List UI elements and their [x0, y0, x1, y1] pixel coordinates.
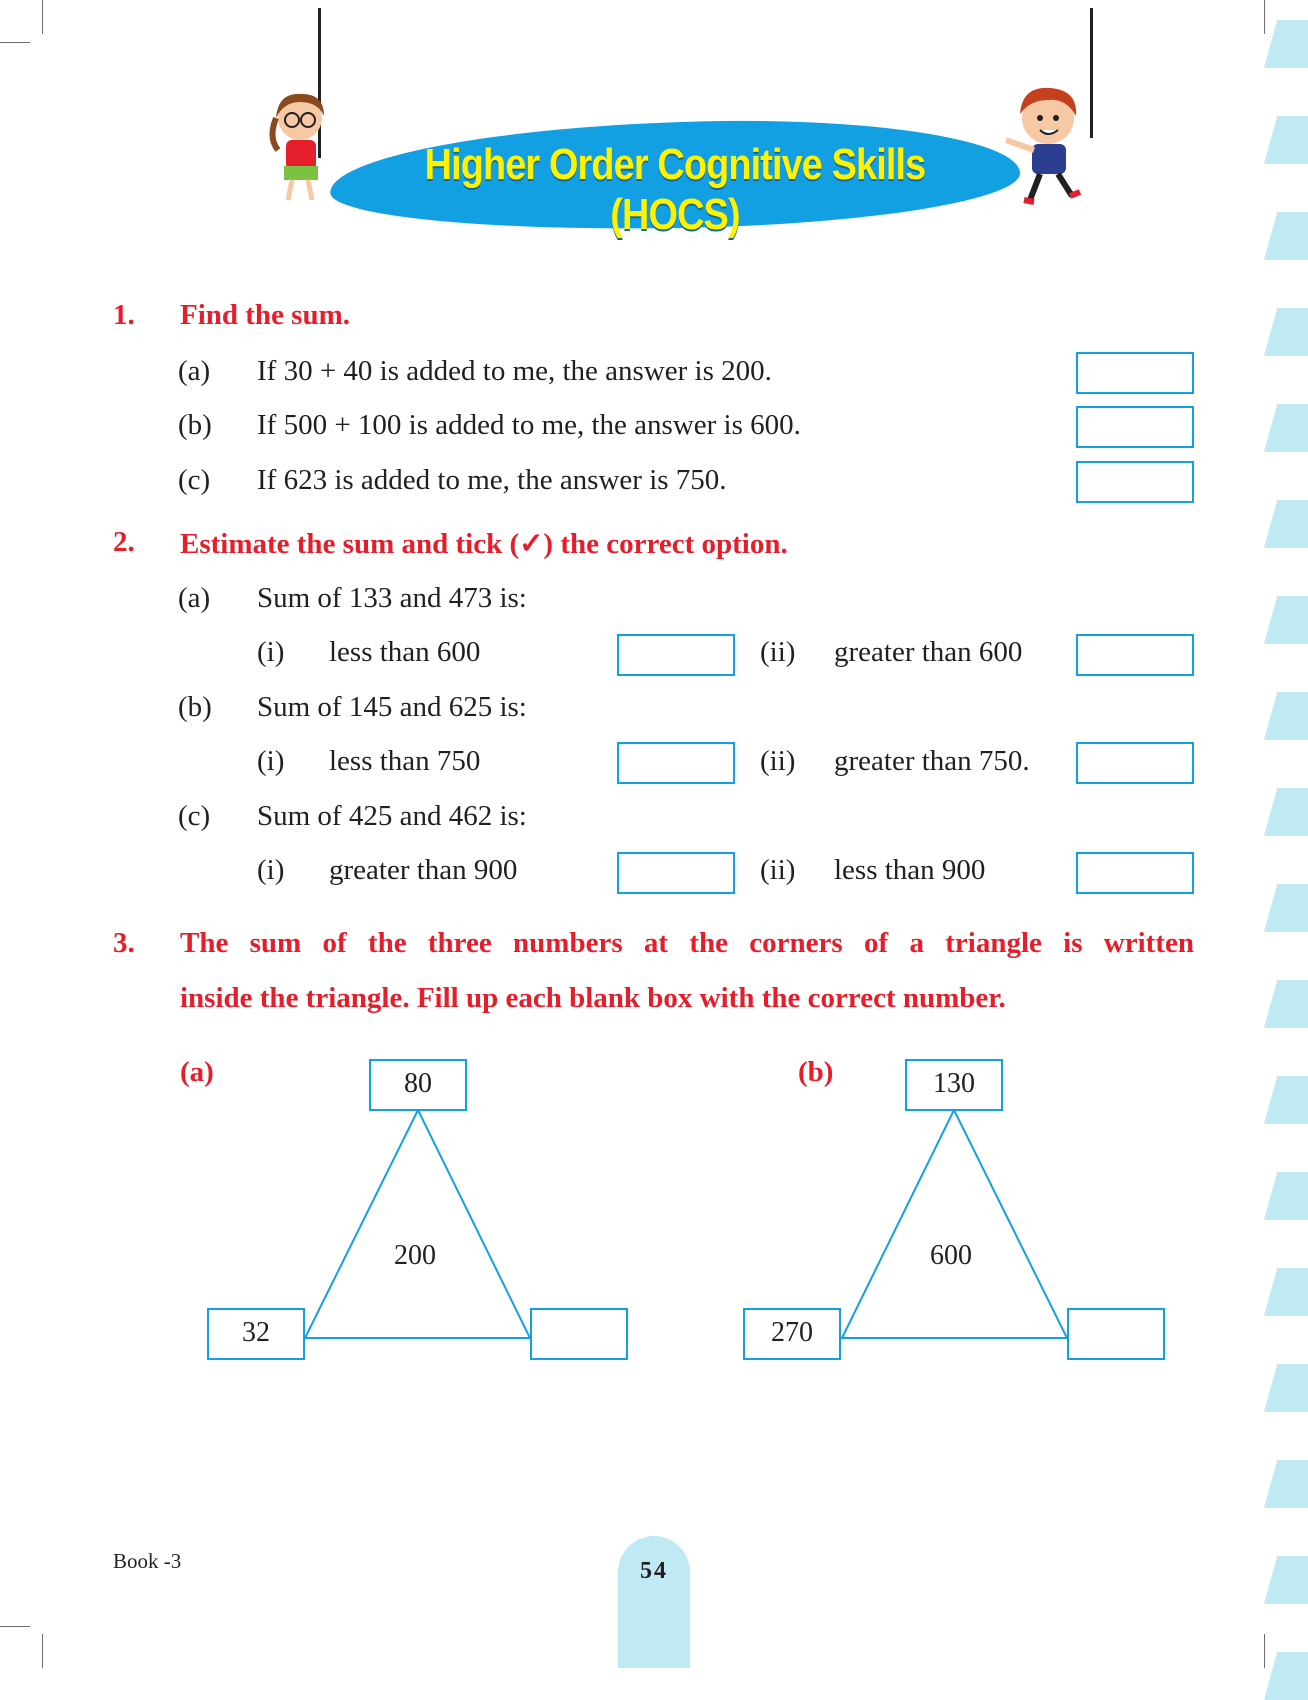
decorative-stripe — [1264, 1460, 1308, 1508]
page-number-tab — [618, 1536, 690, 1668]
crop-mark — [42, 0, 43, 34]
decorative-stripe — [1264, 596, 1308, 644]
decorative-stripe — [1264, 1556, 1308, 1604]
crop-mark — [42, 1634, 43, 1668]
q2-b-option-ii-text: greater than 750. — [834, 745, 1030, 777]
triangle-a-left-box: 32 — [207, 1308, 305, 1360]
crop-mark — [0, 42, 30, 43]
q2-part-a-text: Sum of 133 and 473 is: — [257, 582, 527, 614]
q2-a-option-i-tick-box[interactable] — [617, 634, 735, 676]
decorative-stripe — [1264, 1652, 1308, 1700]
q1-part-b-label: (b) — [178, 409, 212, 441]
decorative-stripe — [1264, 884, 1308, 932]
boy-eye-left — [1037, 115, 1043, 121]
q2-part-a-label: (a) — [178, 582, 211, 614]
q2-c-option-ii-tick-box[interactable] — [1076, 852, 1194, 894]
boy-legs — [1030, 174, 1072, 200]
q2-c-option-ii-label: (ii) — [760, 854, 796, 886]
q2-b-option-ii-tick-box[interactable] — [1076, 742, 1194, 784]
q2-b-option-i-tick-box[interactable] — [617, 742, 735, 784]
decorative-stripe — [1264, 500, 1308, 548]
q2-a-option-ii-label: (ii) — [760, 636, 796, 668]
decorative-stripe — [1264, 1364, 1308, 1412]
q2-a-option-i-label: (i) — [257, 636, 285, 668]
q1-part-a-label: (a) — [178, 355, 211, 387]
decorative-stripe — [1264, 980, 1308, 1028]
q2-c-option-i-text: greater than 900 — [329, 854, 518, 886]
girl-dress — [286, 140, 316, 170]
decorative-stripe — [1264, 1076, 1308, 1124]
q1-part-b-text: If 500 + 100 is added to me, the answer is 600. — [257, 409, 801, 441]
girl-braid — [272, 118, 278, 150]
q2-c-option-i-tick-box[interactable] — [617, 852, 735, 894]
triangle-b-left-box: 270 — [743, 1308, 841, 1360]
q2-c-option-ii-text: less than 900 — [834, 854, 986, 886]
crop-mark — [1264, 1634, 1265, 1668]
question-3-number: 3. — [113, 927, 135, 959]
girl-illustration — [262, 88, 342, 208]
q1-part-a-answer-box[interactable] — [1076, 352, 1194, 394]
triangle-a-right-answer-box[interactable] — [530, 1308, 628, 1360]
question-2-number: 2. — [113, 526, 135, 558]
decorative-stripe — [1264, 308, 1308, 356]
q2-c-option-i-label: (i) — [257, 854, 285, 886]
question-3-title-line-2: inside the triangle. Fill up each blank box with the correct number. — [180, 982, 1006, 1014]
q2-part-c-text: Sum of 425 and 462 is: — [257, 800, 527, 832]
q2-a-option-ii-text: greater than 600 — [834, 636, 1023, 668]
crop-mark — [0, 1626, 30, 1627]
triangle-b-center-sum: 600 — [930, 1240, 972, 1271]
book-label: Book -3 — [113, 1549, 182, 1573]
q1-part-c-label: (c) — [178, 464, 211, 496]
girl-skirt — [284, 166, 318, 180]
decorative-stripe — [1264, 212, 1308, 260]
triangle-a-top-box: 80 — [369, 1059, 467, 1111]
page-number: 54 — [640, 1558, 668, 1584]
decorative-stripe — [1264, 404, 1308, 452]
triangle-a-label: (a) — [180, 1056, 214, 1088]
question-1-number: 1. — [113, 299, 135, 331]
q1-part-c-text: If 623 is added to me, the answer is 750. — [257, 464, 727, 496]
crop-mark — [1264, 0, 1265, 34]
decorative-stripe — [1264, 1172, 1308, 1220]
q2-a-option-i-text: less than 600 — [329, 636, 481, 668]
question-3-title-line-1-text: The sum of the three numbers at the corners of a triangle is written — [180, 927, 1194, 959]
q1-part-a-text: If 30 + 40 is added to me, the answer is 200. — [257, 355, 772, 387]
q2-a-option-ii-tick-box[interactable] — [1076, 634, 1194, 676]
page-title: Higher Order Cognitive Skills (HOCS) — [424, 140, 926, 239]
decorative-stripe — [1264, 788, 1308, 836]
boy-eye-right — [1053, 115, 1059, 121]
decorative-stripe — [1264, 20, 1308, 68]
q2-part-c-label: (c) — [178, 800, 211, 832]
question-2-title: Estimate the sum and tick (✓) the correct option. — [180, 528, 788, 560]
girl-legs — [288, 180, 312, 200]
q1-part-c-answer-box[interactable] — [1076, 461, 1194, 503]
q2-b-option-ii-label: (ii) — [760, 745, 796, 777]
question-3-title-line-1 — [180, 927, 1194, 960]
boy-shirt — [1032, 144, 1066, 174]
question-1-title: Find the sum. — [180, 299, 351, 331]
triangle-b-right-answer-box[interactable] — [1067, 1308, 1165, 1360]
q2-part-b-label: (b) — [178, 691, 212, 723]
q2-b-option-i-text: less than 750 — [329, 745, 481, 777]
q2-b-option-i-label: (i) — [257, 745, 285, 777]
decorative-stripe — [1264, 116, 1308, 164]
decorative-stripe — [1264, 692, 1308, 740]
triangle-a-center-sum: 200 — [394, 1240, 436, 1271]
boy-illustration — [1000, 80, 1110, 210]
boy-arm — [1006, 140, 1034, 150]
triangle-b-label: (b) — [798, 1056, 834, 1088]
decorative-stripe — [1264, 1268, 1308, 1316]
q2-part-b-text: Sum of 145 and 625 is: — [257, 691, 527, 723]
triangle-b-top-box: 130 — [905, 1059, 1003, 1111]
q1-part-b-answer-box[interactable] — [1076, 406, 1194, 448]
